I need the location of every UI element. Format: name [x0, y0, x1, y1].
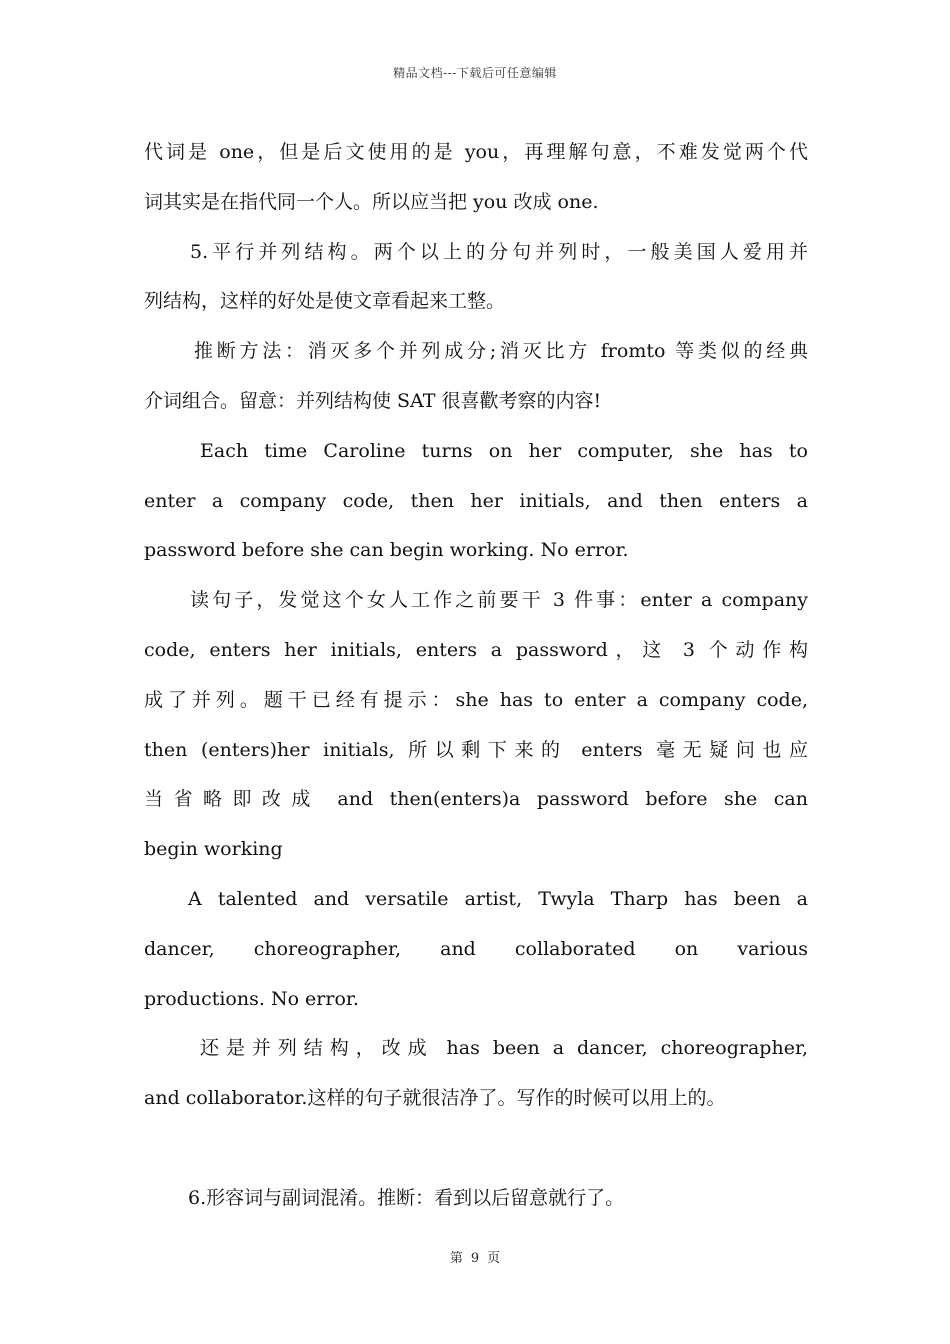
text-line: 6.形容词与副词混淆。推断：看到以后留意就行了。 [188, 1186, 625, 1209]
text-line: 介词组合。留意：并列结构使 SAT 很喜歡考察的内容! [144, 389, 602, 412]
text-line: productions. No error. [144, 987, 359, 1010]
paragraph-gap [144, 1124, 808, 1174]
text-line: dancer, choreographer, and collaborated on various [144, 937, 808, 960]
text-line: 还是并列结构，改成 has been a dancer, choreographer, [200, 1037, 808, 1060]
text-line: 成了并列。题干已经有提示：she has to enter a company code, [144, 688, 808, 711]
page-number-prefix: 第 [449, 1251, 463, 1266]
text-line: 5.平行并列结构。两个以上的分句并列时，一般美国人爱用并 [190, 240, 808, 263]
text-line: code, enters her initials, enters a password，这 3 个动作构 [144, 638, 808, 661]
text-line: password before she can begin working. No error. [144, 539, 629, 562]
text-line: then (enters)her initials, 所以剩下来的 enters 毫无疑问也应 [144, 738, 808, 761]
text-line: Each time Caroline turns on her computer, she has to [200, 439, 808, 462]
text-line: begin working [144, 838, 283, 861]
text-line: enter a company code, then her initials, and then enters a [144, 489, 808, 512]
document-body [144, 128, 808, 1224]
page-number: 9 [470, 1251, 480, 1266]
text-line: and collaborator.这样的句子就很洁净了。写作的时候可以用上的。 [144, 1087, 726, 1110]
page-header: 精品文档---下载后可任意编辑 [393, 66, 557, 80]
text-line: 推断方法：消灭多个并列成分;消灭比方 fromto 等类似的经典 [194, 340, 808, 363]
text-line: 列结构，这样的好处是使文章看起来工整。 [144, 290, 506, 313]
page-number-suffix: 页 [487, 1251, 501, 1266]
text-line: 词其实是在指代同一个人。所以应当把 you 改成 one. [144, 190, 599, 213]
page-footer [0, 1247, 950, 1266]
text-line: 当省略即改成 and then(enters)a password before she can [144, 788, 808, 811]
text-line: 读句子，发觉这个女人工作之前要干 3 件事：enter a company [190, 589, 808, 612]
text-line: A talented and versatile artist, Twyla Tharp has been a [188, 887, 808, 910]
text-line: 代词是 one，但是后文使用的是 you，再理解句意，不难发觉两个代 [144, 141, 808, 163]
